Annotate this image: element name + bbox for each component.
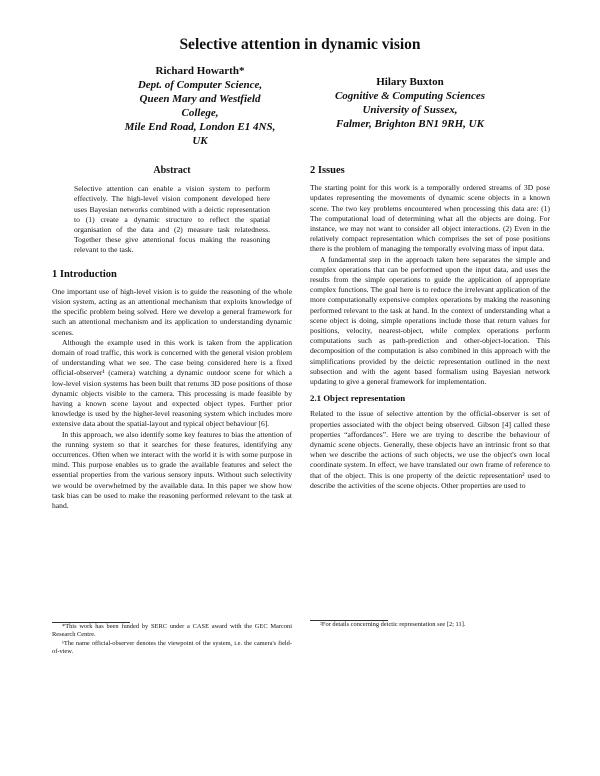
footnotes-right [310,620,550,629]
right-column [310,166,550,491]
paragraph: A fundamental step in the approach taken here separates the simple and complex operations that can be performed upon the input data, and uses the results from the simple operations to guide the application of appropriate complex functions. The goal here is to reduce the irrelevant application of the more computationally expensive complex operations by making the reasoning performed relevant to the task at hand. In the context of understanding what a scene object is doing, simple operations include those that return values for positions, velocity, nearest-object, while complex operations perform computations such as path-prediction and other-object-location. This decomposition of the computation is also combined in this approach with the simplifications provided by the deictic representation outlined in the next subsection and with the agent based formalism using Bayesian network updating to give a general framework for implementation. [310,254,550,387]
abstract-text: Selective attention can enable a vision system to perform effectively. The high-level vision component developed here uses Bayesian networks combined with a deictic representation to (1) create a dynamic structure to reflect the spatial organisation of the data and (2) measure task relatedness. Together these give attentional focus making the reasoning relevant to the task. [74,184,270,255]
left-column [52,166,292,511]
paragraph: The starting point for this work is a temporally ordered streams of 3D pose updates representing the movements of dynamic scene objects in a known scene. The two key problems encountered when processing this data are: (1) The computational load of determining what all the objects are doing. For instance, we may not want to consider all object interactions. (2) Even in the relatively compact representation which comprises the set of pose positions there is the problem of managing the temporally evolving mass of input data. [310,183,550,254]
author-affiliation-line: Cognitive & Computing Sciences [334,90,486,102]
footnote: *This work has been funded by SERC under a CASE award with the GEC Marconi Research Centre. [52,623,292,639]
paragraph: Although the example used in this work is taken from the application domain of road traffic, this work is concerned with the general vision problem of understanding what we see. The case being considered here is a fixed official-observer¹ (camera) watching a dynamic outdoor scene for which a low-level vision systems has been built that returns 3D pose positions of those dynamic objects visible to the camera. This processing is made feasible by having a known scene layout and expected object types. Further prior knowledge is used by the higher-level reasoning system which includes more extensive data about the spatial-layout and typical object behaviour [6]. [52,337,292,429]
author-block-howarth [90,64,310,148]
author-affiliation-line: Queen Mary and Westfield [139,93,261,105]
footnote: ¹The name official-observer denotes the viewpoint of the system, i.e. the camera's field-of-view. [52,639,292,656]
paragraph: In this approach, we also identify some key features to bias the attention of the running system so that it searches for these features, identifying any occurrences. Often when we interact with the world it is with some purpose in mind. This purpose enables us to grade the available features and select the essential properties from the various sensory inputs. Without such selectivity we would be overwhelmed by the available data. In this paper we show how task bias can be used to make the reasoning performed relevant to the task at hand. [52,429,292,511]
author-affiliation-line: Mile End Road, London E1 4NS, [124,121,276,133]
author-affiliation-line: University of Sussex, [362,104,458,116]
author-affiliation-line: Dept. of Computer Science, [137,79,263,91]
abstract-heading: Abstract [153,165,191,176]
author-affiliation-line: UK [192,135,208,147]
section-heading-issues: 2 Issues [310,165,345,176]
paper-title: Selective attention in dynamic vision [179,36,421,53]
subsection-heading-object-representation: 2.1 Object representation [310,393,406,404]
author-name: Hilary Buxton [376,76,444,88]
author-name: Richard Howarth* [155,65,245,77]
footnotes-left [52,622,292,657]
paragraph: One important use of high-level vision is to guide the reasoning of the whole vision system, acting as an attentional mechanism that exploits knowledge of the specific problem being solved. Here we develop a general framework for such an attentional mechanism and its application to understanding dynamic scenes. [52,286,292,337]
paragraph: Related to the issue of selective attention by the official-observer is set of properties associated with the object being observed. Gibson [4] called these properties “affordances”. Here we are trying to describe the behaviour of dynamic scene objects. Generally, these objects have an intrinsic front so that when we describe the actions of such objects, we use the object's own local coordinate system. In effect, we have translated our own frame of reference to that of the object. This is one property of the deictic representation² used to describe the activities of the scene objects. Other properties are used to [310,409,550,490]
author-affiliation-line: Falmer, Brighton BN1 9RH, UK [336,118,484,130]
author-affiliation-line: College, [181,107,219,119]
footnote: ²For details concerning deictic representation see [2; 11]. [320,621,466,628]
section-heading-introduction: 1 Introduction [52,268,117,280]
author-block-buxton [300,75,520,131]
